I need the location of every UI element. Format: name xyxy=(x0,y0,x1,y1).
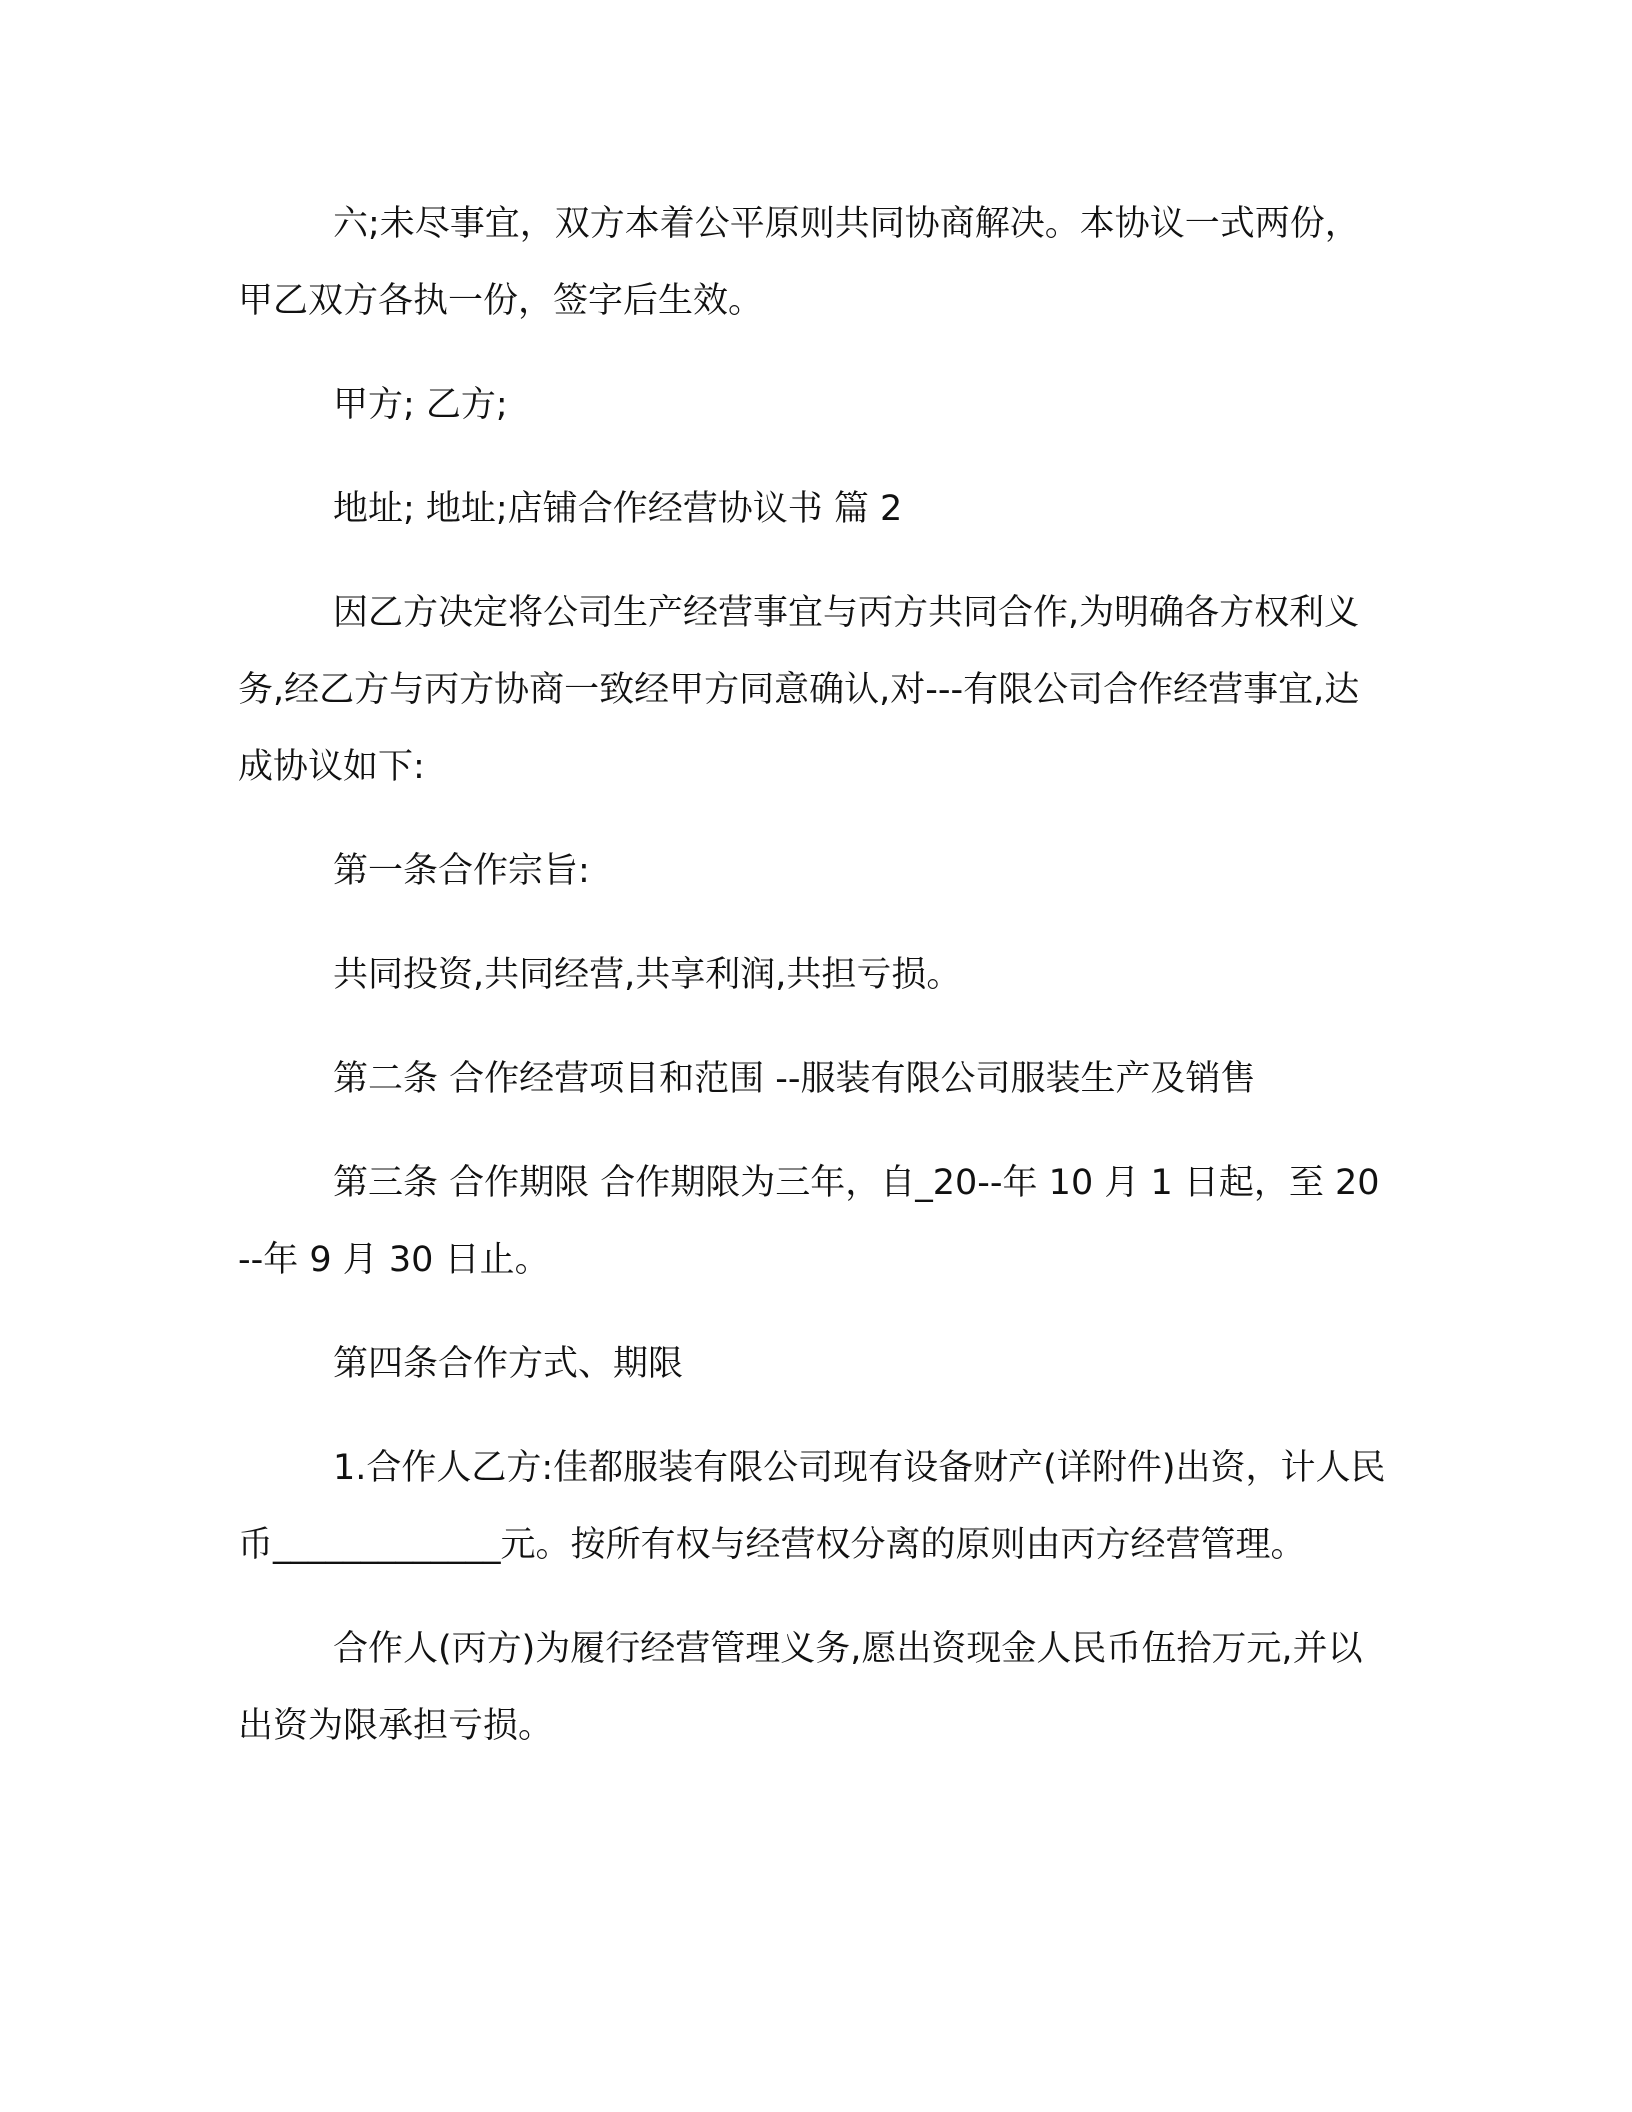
paragraph-spacer xyxy=(238,1299,1386,1326)
paragraph-preamble: 因乙方决定将公司生产经营事宜与丙方共同合作,为明确各方权利义务,经乙方与丙方协商一致经甲方同意确认,对---有限公司合作经营事宜,达成协议如下: xyxy=(238,593,1360,787)
paragraph-spacer xyxy=(238,1584,1386,1611)
article-2: 第二条 合作经营项目和范围 --服装有限公司服装生产及销售 xyxy=(333,1059,1256,1099)
paragraph-spacer xyxy=(238,548,1386,575)
document-body xyxy=(238,186,1386,1765)
paragraph-spacer xyxy=(238,340,1386,367)
article-4-item-1: 1.合作人乙方:佳都服装有限公司现有设备财产(详附件)出资，计人民币_____________元。按所有权与经营权分离的原则由丙方经营管理。 xyxy=(238,1448,1386,1565)
paragraph-address-and-heading: 地址; 地址;店铺合作经营协议书 篇 2 xyxy=(333,489,903,529)
article-3: 第三条 合作期限 合作期限为三年，自_20--年 10 月 1 日起，至 20--年 9 月 30 日止。 xyxy=(238,1163,1380,1280)
paragraph-spacer xyxy=(238,910,1386,937)
paragraph-parties: 甲方; 乙方; xyxy=(333,385,508,425)
paragraph-spacer xyxy=(238,1403,1386,1430)
article-4-partner-c: 合作人(丙方)为履行经营管理义务,愿出资现金人民币伍拾万元,并以出资为限承担亏损。 xyxy=(238,1629,1363,1746)
paragraph-spacer xyxy=(238,1014,1386,1041)
paragraph-spacer xyxy=(238,444,1386,471)
article-1-title: 第一条合作宗旨: xyxy=(333,851,590,891)
article-4-title: 第四条合作方式、期限 xyxy=(333,1344,684,1384)
article-1-body: 共同投资,共同经营,共享利润,共担亏损。 xyxy=(333,955,962,995)
paragraph-remaining-matters: 六;未尽事宜，双方本着公平原则共同协商解决。本协议一式两份，甲乙双方各执一份，签字后生效。 xyxy=(238,204,1360,321)
paragraph-spacer xyxy=(238,806,1386,833)
paragraph-spacer xyxy=(238,1118,1386,1145)
